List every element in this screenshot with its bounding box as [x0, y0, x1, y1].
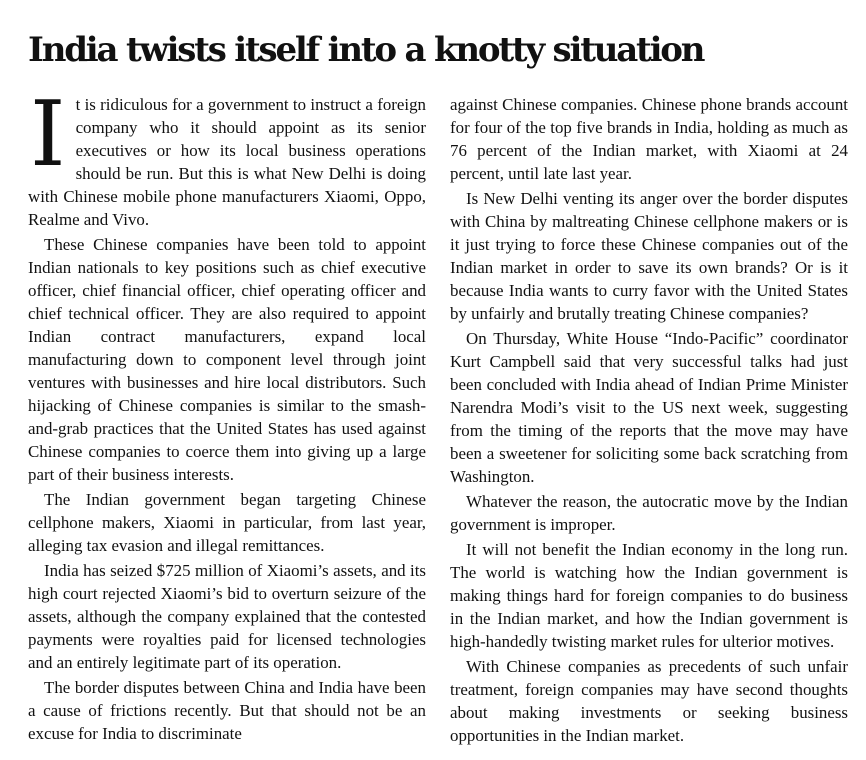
article-paragraph: The border disputes between China and India have been a cause of frictions recently. But that should not be an excuse for India to discriminate: [28, 678, 426, 743]
right-column: [450, 93, 848, 749]
article-paragraph: against Chinese companies. Chinese phone brands account for four of the top five brands in India, holding as much as 76 percent of the Indian market, with Xiaomi at 24 percent, until late last year.: [450, 95, 848, 183]
drop-cap: I: [30, 82, 66, 187]
article-paragraph: The Indian government began targeting Chinese cellphone makers, Xiaomi in particular, from last year, alleging tax evasion and illegal remittances.: [28, 490, 426, 555]
article-paragraph: It will not benefit the Indian economy in the long run. The world is watching how the Indian government is making things hard for foreign companies to do business in the Indian market, and how the Indian government is high-handedly twisting market rules for ulterior motives.: [450, 540, 848, 651]
article-paragraph: [28, 82, 426, 231]
paragraph-text: t is ridiculous for a government to instruct a foreign company who it should appoint as its senior executives or how its local business operations should be run. But this is what New Delhi is doing with Chinese mobile phone manufacturers Xiaomi, Oppo, Realme and Vivo.: [28, 95, 426, 229]
article-paragraph: With Chinese companies as precedents of such unfair treatment, foreign companies may have second thoughts about making investments or seeking business opportunities in the Indian market.: [450, 657, 848, 745]
left-column: [28, 82, 426, 747]
article-paragraph: On Thursday, White House “Indo-Pacific” coordinator Kurt Campbell said that very successful talks had just been concluded with India ahead of Indian Prime Minister Narendra Modi’s visit to the US next week, suggesting from the timing of the reports that the move may have been a sweetener for soliciting some back scratching from Washington.: [450, 329, 848, 486]
article-paragraph: These Chinese companies have been told to appoint Indian nationals to key positions such as chief executive officer, chief financial officer, chief operating officer and chief technical officer. They are also required to appoint Indian contract manufacturers, expand local manufacturing down to component level through joint ventures with businesses and hire local distributors. Such hijacking of Chinese companies is similar to the smash-and-grab practices that the United States has used against Chinese companies to coerce them into giving up a large part of their business interests.: [28, 235, 426, 484]
article-paragraph: India has seized $725 million of Xiaomi’s assets, and its high court rejected Xiaomi’s bid to overturn seizure of the assets, although the company explained that the contested payments were royalties paid for licensed technologies and an entirely legitimate part of its operation.: [28, 561, 426, 672]
article-paragraph: Whatever the reason, the autocratic move by the Indian government is improper.: [450, 492, 848, 534]
article-headline: India twists itself into a knotty situation: [28, 30, 704, 70]
article-paragraph: Is New Delhi venting its anger over the border disputes with China by maltreating Chinese cellphone makers or is it just trying to force these Chinese companies out of the Indian market in order to save its own brands? Or is it because India wants to curry favor with the United States by unfairly and brutally treating Chinese companies?: [450, 189, 848, 323]
